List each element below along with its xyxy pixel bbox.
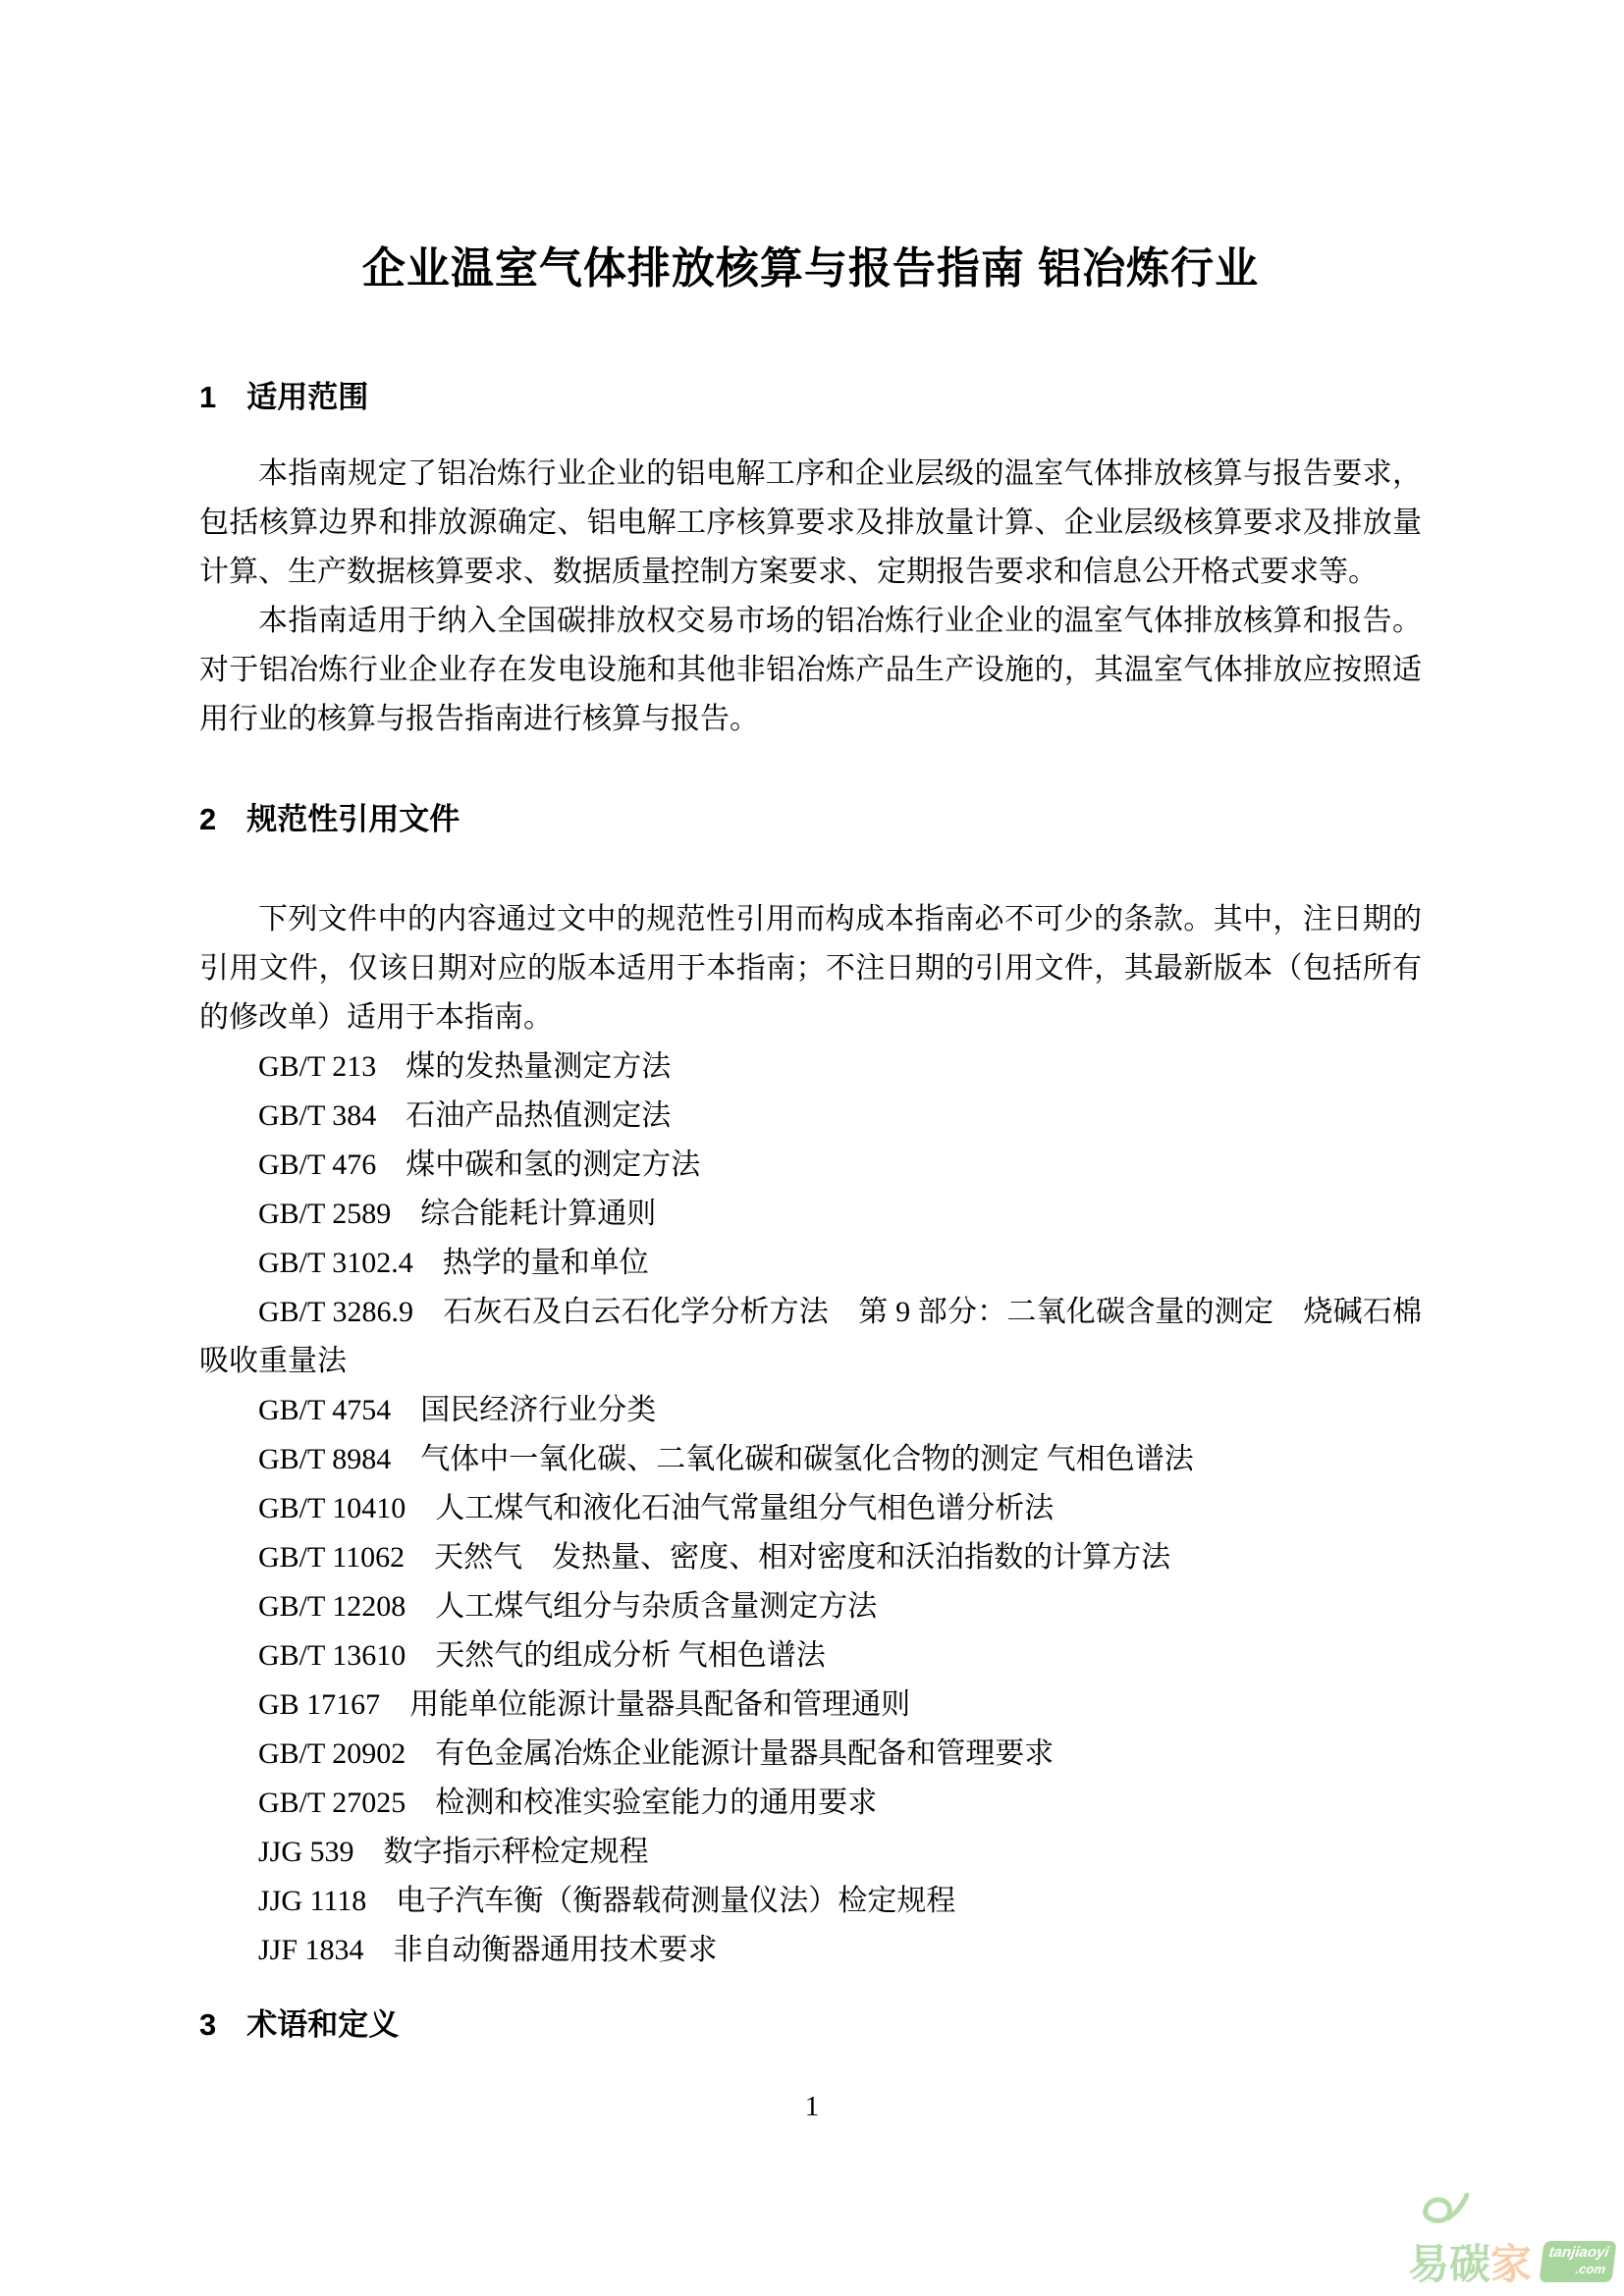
reference-item: GB 17167 用能单位能源计量器具配备和管理通则 <box>258 1688 911 1721</box>
section-1-paragraph-1: 本指南规定了铝冶炼行业企业的铝电解工序和企业层级的温室气体排放核算与报告要求，包括核算边界和排放源确定、铝电解工序核算要求及排放量计算、企业层级核算要求及排放量计算、生产数据核算要求、数据质量控制方案要求、定期报告要求和信息公开格式要求等。 <box>199 457 1422 588</box>
reference-item: GB/T 2589 综合能耗计算通则 <box>258 1198 657 1230</box>
reference-item: GB/T 3102.4 热学的量和单位 <box>258 1247 649 1279</box>
page-number: 1 <box>804 2091 820 2122</box>
section-1-number: 1 <box>199 380 217 414</box>
e-swirl-icon <box>1418 2193 1469 2240</box>
reference-item: JJG 539 数字指示秤检定规程 <box>258 1836 649 1868</box>
reference-item: GB/T 8984 气体中一氧化碳、二氧化碳和碳氢化合物的测定 气相色谱法 <box>258 1443 1194 1475</box>
watermark-domain-name: tanjiaoyi <box>1547 2244 1610 2261</box>
section-1-label: 适用范围 <box>246 380 369 414</box>
section-2-number: 2 <box>199 802 217 836</box>
reference-item: GB/T 10410 人工煤气和液化石油气常量组分气相色谱分析法 <box>258 1492 1055 1524</box>
reference-item: GB/T 4754 国民经济行业分类 <box>258 1394 657 1426</box>
section-1-paragraph-2: 本指南适用于纳入全国碳排放权交易市场的铝冶炼行业企业的温室气体排放核算和报告。对于铝冶炼行业企业存在发电设施和其他非铝冶炼产品生产设施的，其温室气体排放应按照适用行业的核算与报告指南进行核算与报告。 <box>199 605 1422 735</box>
section-2-paragraph-1: 下列文件中的内容通过文中的规范性引用而构成本指南必不可少的条款。其中，注日期的引用文件，仅该日期对应的版本适用于本指南；不注日期的引用文件，其最新版本（包括所有的修改单）适用于本指南。 <box>199 903 1422 1034</box>
watermark-logo-text <box>1408 2243 1532 2286</box>
section-2-heading <box>199 797 1422 842</box>
site-watermark <box>1408 2195 1614 2288</box>
reference-item: GB/T 13610 天然气的组成分析 气相色谱法 <box>258 1639 826 1672</box>
reference-item: GB/T 20902 有色金属冶炼企业能源计量器具配备和管理要求 <box>258 1737 1055 1770</box>
watermark-domain-badge <box>1539 2241 1616 2282</box>
reference-standards-list <box>199 1042 1422 1975</box>
reference-item: GB/T 3286.9 石灰石及白云石化学分析方法 第 9 部分：二氧化碳含量的测定 烧碱石棉吸收重量法 <box>199 1296 1422 1377</box>
reference-item: GB/T 384 石油产品热值测定法 <box>258 1099 672 1132</box>
watermark-char-tan: 碳 <box>1449 2241 1491 2287</box>
document-title: 企业温室气体排放核算与报告指南 铝冶炼行业 <box>361 244 1260 293</box>
section-1-heading <box>199 375 1422 420</box>
section-2-label: 规范性引用文件 <box>246 802 460 836</box>
section-3-heading <box>199 2002 1422 2048</box>
reference-item: GB/T 213 煤的发热量测定方法 <box>258 1050 672 1083</box>
section-3-label: 术语和定义 <box>246 2007 400 2042</box>
reference-item: GB/T 12208 人工煤气组分与杂质含量测定方法 <box>258 1590 878 1623</box>
reference-item: GB/T 27025 检测和校准实验室能力的通用要求 <box>258 1787 878 1819</box>
reference-item: JJF 1834 非自动衡器通用技术要求 <box>258 1934 718 1966</box>
reference-item: JJG 1118 电子汽车衡（衡器载荷测量仪法）检定规程 <box>258 1885 956 1917</box>
page-content <box>199 0 1422 2296</box>
watermark-domain-tld: .com <box>1574 2262 1606 2276</box>
reference-item: GB/T 476 煤中碳和氢的测定方法 <box>258 1148 701 1181</box>
watermark-char-yi: 易 <box>1408 2241 1450 2287</box>
section-3-number: 3 <box>199 2007 217 2042</box>
reference-item: GB/T 11062 天然气 发热量、密度、相对密度和沃泊指数的计算方法 <box>258 1541 1171 1574</box>
watermark-char-jia: 家 <box>1490 2241 1533 2287</box>
